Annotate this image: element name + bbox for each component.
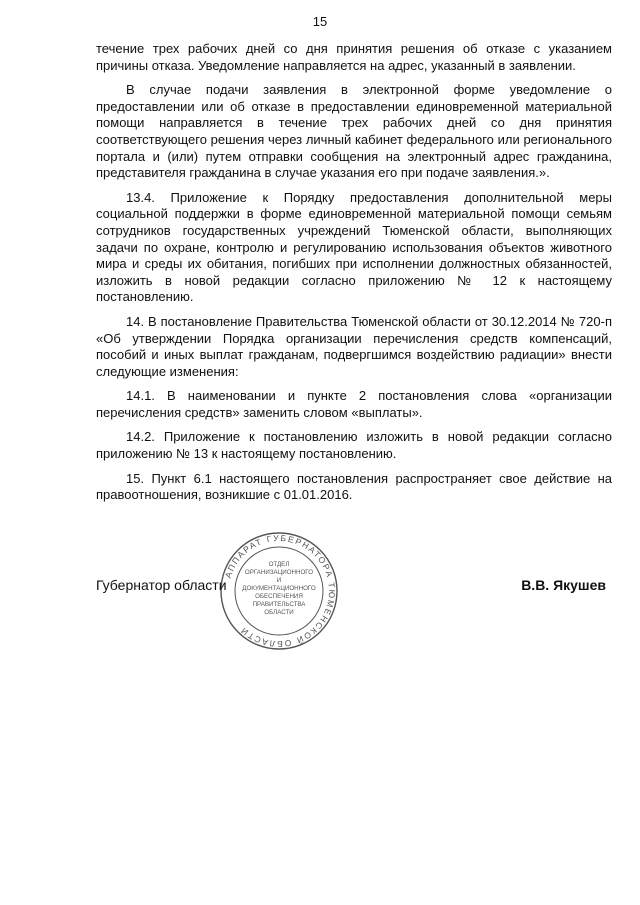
- signatory-position: Губернатор области: [96, 577, 227, 593]
- paragraph-continuation: течение трех рабочих дней со дня принятия решения об отказе с указанием причины отказа. Уведомление направляется на адрес, указанный в заявлении.: [96, 41, 612, 73]
- paragraph-electronic-notice: В случае подачи заявления в электронной форме уведомление о предоставлении или об отказе в предоставлении единовременной материальной помощи направляется в течение трех рабочих дней со дня принятия соответствующего решения через личный кабинет федерального или регионального портала и (или) путем отправки сообщения на электронный адрес гражданина, представителя гражданина в случае указания его при подаче заявления.».: [96, 82, 612, 181]
- paragraph-13-4: 13.4. Приложение к Порядку предоставления дополнительной меры социальной поддержки в форме единовременной материальной помощи семьям сотрудников государственных учреждений Тюменской области, выполняющих задачи по охране, контролю и регулированию использования объектов животного мира и среды их обитания, погибших при исполнении должностных обязанностей, изложить в новой редакции согласно приложению № 12 к настоящему постановлению.: [96, 189, 612, 305]
- svg-text:ОБЕСПЕЧЕНИЯ: ОБЕСПЕЧЕНИЯ: [255, 593, 303, 600]
- svg-text:ОТДЕЛ: ОТДЕЛ: [268, 561, 290, 568]
- document-body: [96, 41, 612, 512]
- svg-text:ДОКУМЕНТАЦИОННОГО: ДОКУМЕНТАЦИОННОГО: [242, 585, 316, 592]
- page-number: 15: [312, 14, 328, 29]
- svg-text:АППАРАТ ГУБЕРНАТОРА ТЮМЕНСКОЙ: АППАРАТ ГУБЕРНАТОРА ТЮМЕНСКОЙ ОБЛАСТИ: [222, 532, 338, 650]
- paragraph-14-1: 14.1. В наименовании и пункте 2 постановления слова «организации перечисления средств» заменить словом «выплаты».: [96, 388, 612, 420]
- signatory-name: В.В. Якушев: [521, 577, 606, 593]
- svg-text:И: И: [276, 577, 282, 584]
- paragraph-14: 14. В постановление Правительства Тюменской области от 30.12.2014 № 720-п «Об утверждении Порядка организации перечисления средств компенсаций, пособий и иных выплат гражданам, подвергшимся воздействию радиации» внести следующие изменения:: [96, 313, 612, 379]
- signature-block: [96, 577, 612, 597]
- svg-text:ОБЛАСТИ: ОБЛАСТИ: [264, 609, 294, 616]
- paragraph-15: 15. Пункт 6.1 настоящего постановления распространяет свое действие на правоотношения, возникшие с 01.01.2016.: [96, 470, 612, 503]
- paragraph-14-2: 14.2. Приложение к постановлению изложить в новой редакции согласно приложению № 13 к настоящему постановлению.: [96, 429, 612, 462]
- svg-text:ОРГАНИЗАЦИОННОГО: ОРГАНИЗАЦИОННОГО: [244, 569, 314, 576]
- svg-text:ПРАВИТЕЛЬСТВА: ПРАВИТЕЛЬСТВА: [252, 601, 306, 608]
